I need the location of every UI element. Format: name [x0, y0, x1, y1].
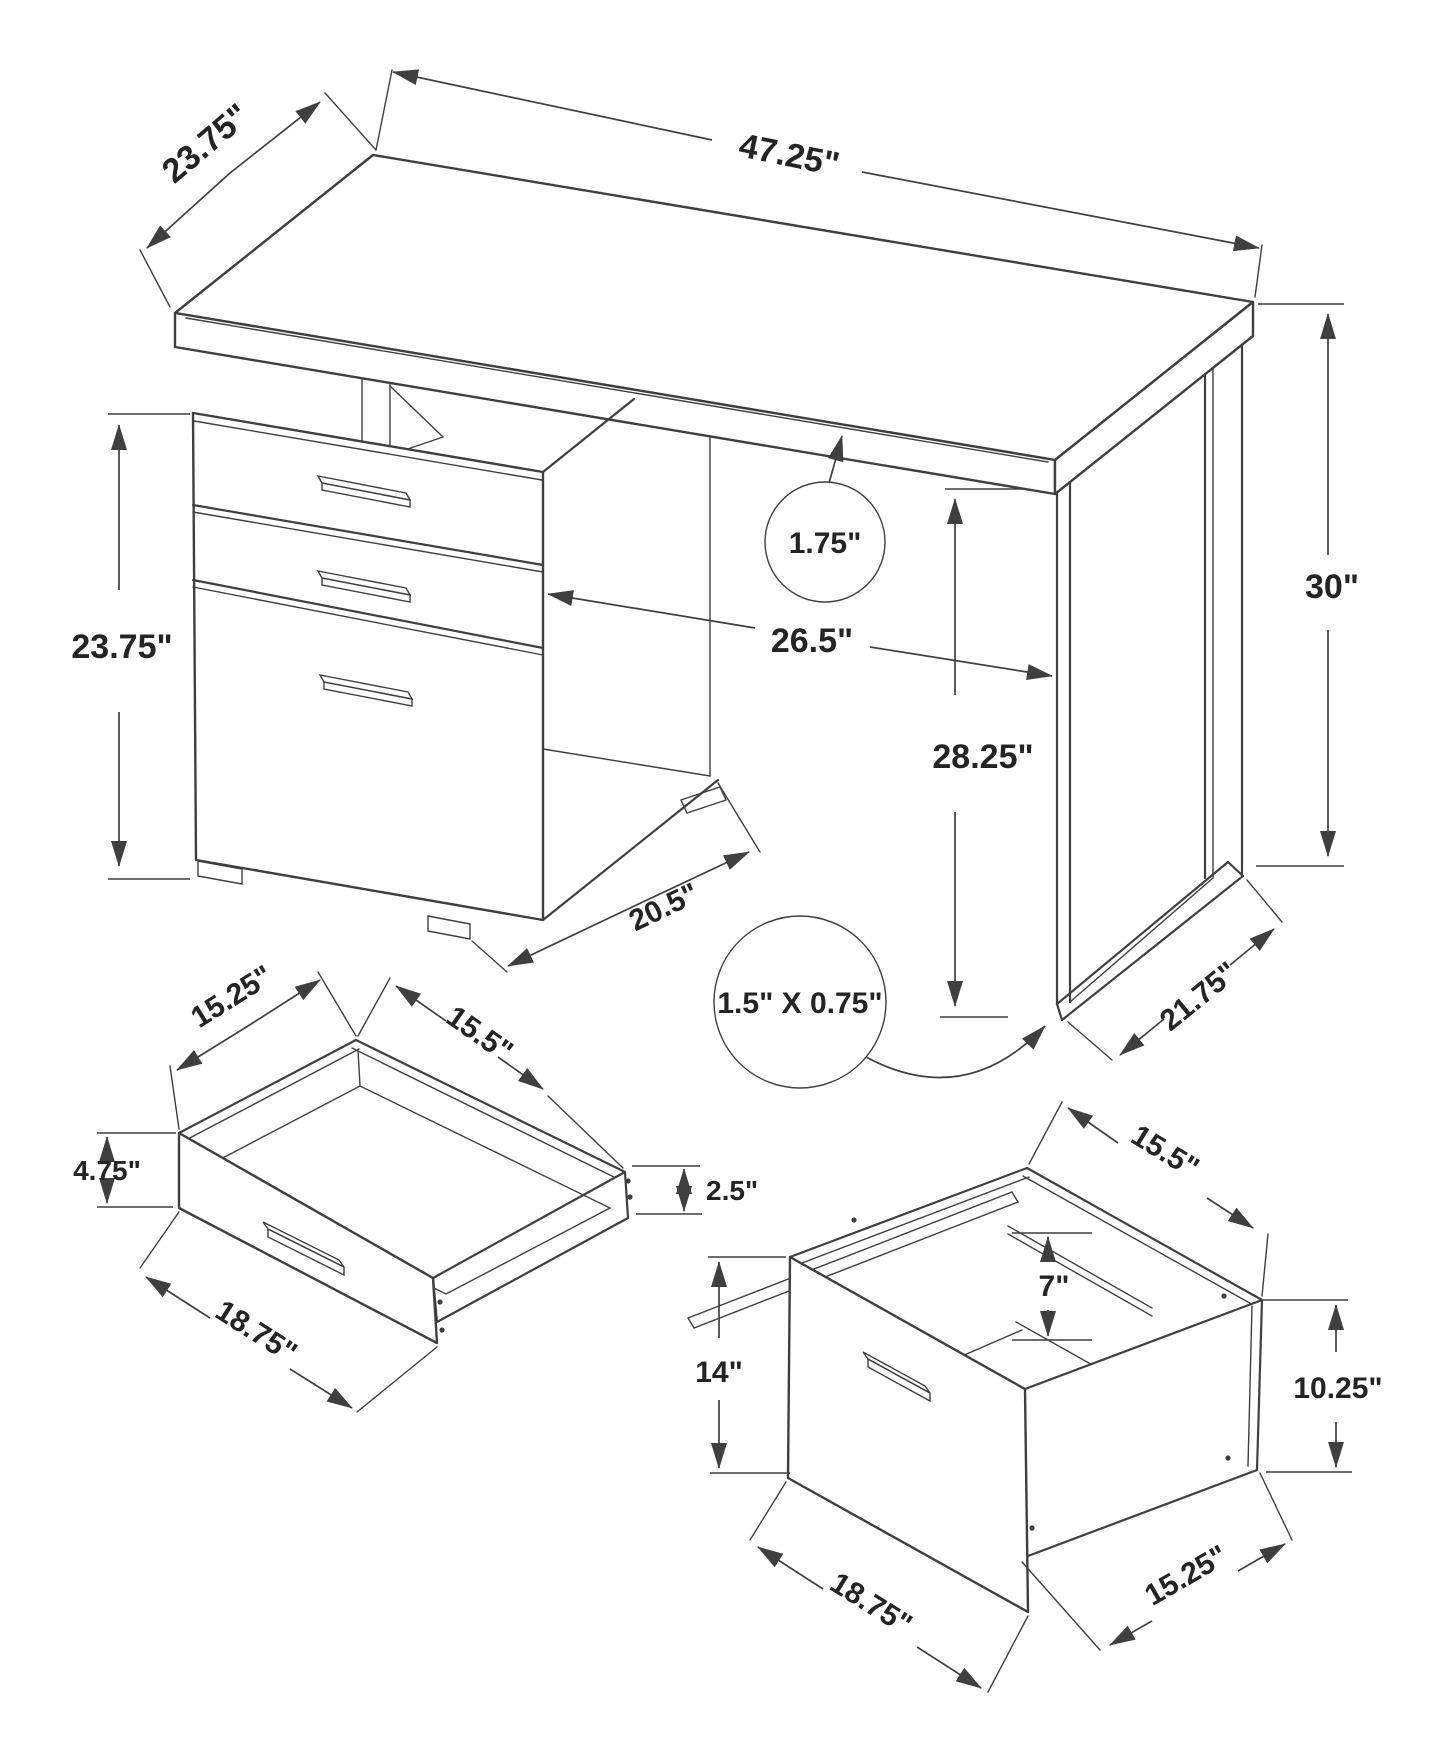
label-small-drawer-front-height: 4.75"	[73, 1155, 141, 1186]
small-drawer-view	[179, 1040, 633, 1343]
dim-small-drawer-depth	[358, 978, 623, 1168]
dim-file-drawer-side-height	[1262, 1300, 1383, 1472]
dim-small-drawer-back-height	[632, 1166, 758, 1214]
desk-isometric-view	[175, 155, 1253, 1020]
drawer-cabinet	[193, 399, 726, 939]
label-small-drawer-width: 15.25"	[185, 959, 279, 1035]
label-small-drawer-front-width: 18.75"	[209, 1294, 303, 1370]
dim-overall-height	[1256, 304, 1359, 866]
label-file-drawer-side-height: 10.25"	[1293, 1372, 1383, 1405]
callout-leg-profile	[714, 916, 1045, 1088]
dim-file-drawer-back-height	[1012, 1233, 1092, 1340]
dim-file-drawer-front-height	[695, 1257, 790, 1473]
label-file-drawer-front-height: 14"	[695, 1356, 743, 1389]
dim-knee-width	[548, 594, 1052, 676]
dim-cabinet-height	[71, 414, 190, 879]
dim-small-drawer-width	[170, 959, 356, 1129]
label-overall-height: 30"	[1305, 568, 1359, 606]
label-file-drawer-back-height: 7"	[1038, 1270, 1070, 1303]
label-desk-top-depth: 23.75"	[154, 96, 257, 191]
label-leg-profile: 1.5" X 0.75"	[717, 987, 883, 1020]
dim-knee-height	[932, 489, 1033, 1017]
label-cabinet-height: 23.75"	[71, 628, 173, 666]
label-leg-depth: 21.75"	[1153, 955, 1245, 1038]
label-desk-width: 47.25"	[735, 126, 843, 184]
label-cabinet-depth: 20.5"	[624, 876, 704, 938]
label-knee-height: 28.25"	[932, 738, 1034, 776]
cabinet-foot-right	[428, 916, 470, 939]
small-drawer-dimensions	[73, 959, 758, 1412]
file-drawer-view	[688, 1168, 1262, 1612]
label-small-drawer-depth: 15.5"	[440, 999, 519, 1069]
dim-small-drawer-front-height	[73, 1133, 176, 1207]
label-file-drawer-front-width: 18.75"	[824, 1566, 918, 1642]
label-knee-width: 26.5"	[770, 622, 854, 660]
label-top-thickness: 1.75"	[788, 527, 862, 560]
label-file-drawer-side-width: 15.25"	[1139, 1539, 1234, 1613]
label-small-drawer-back-height: 2.5"	[706, 1175, 759, 1206]
label-file-drawer-depth: 15.5"	[1125, 1118, 1205, 1185]
